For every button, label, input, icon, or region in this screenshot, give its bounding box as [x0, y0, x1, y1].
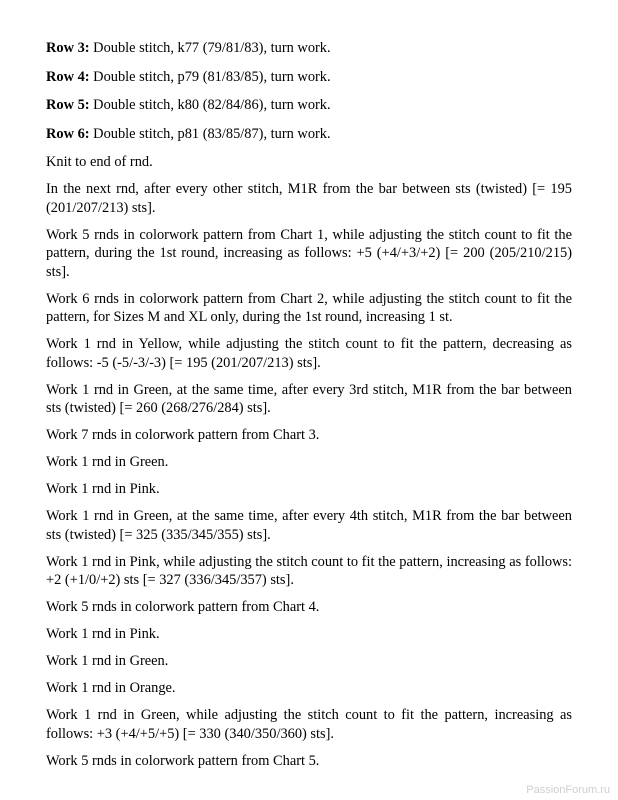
paragraph: Work 1 rnd in Green, while adjusting the stitch count to fit the pattern, increasing as follows: +3 (+4/+5/+5) [= 330 (340/350/360) sts]. — [46, 707, 572, 742]
paragraph: Work 1 rnd in Pink. — [46, 626, 160, 642]
row-text: Double stitch, k77 (79/81/83), turn work. — [89, 40, 331, 56]
watermark: PassionForum.ru — [526, 784, 610, 796]
row-label: Row 3: — [46, 40, 90, 56]
paragraph: Work 5 rnds in colorwork pattern from Chart 5. — [46, 752, 320, 769]
paragraph: Work 6 rnds in colorwork pattern from Chart 2, while adjusting the stitch count to fit the pattern, for Sizes M and XL only, during the 1st round, increasing 1 st. — [46, 290, 572, 325]
paragraph: In the next rnd, after every other stitch, M1R from the bar between sts (twisted) [= 195 (201/207/213) sts]. — [46, 181, 572, 216]
paragraph: Work 7 rnds in colorwork pattern from Chart 3. — [46, 427, 320, 443]
paragraph: Work 1 rnd in Green, at the same time, after every 4th stitch, M1R from the bar between sts (twisted) [= 325 (335/345/355) sts]. — [46, 508, 572, 543]
row-text: Double stitch, k80 (82/84/86), turn work. — [89, 97, 331, 113]
row-text: Double stitch, p79 (81/83/85), turn work. — [89, 68, 331, 85]
paragraph: Work 1 rnd in Pink. — [46, 481, 160, 497]
row-6-instruction — [46, 125, 572, 144]
paragraph: Knit to end of rnd. — [46, 154, 153, 170]
row-5-instruction — [46, 96, 572, 115]
paragraph: Work 1 rnd in Green, at the same time, after every 3rd stitch, M1R from the bar between sts (twisted) [= 260 (268/276/284) sts]. — [46, 381, 572, 416]
row-3-instruction — [46, 39, 572, 58]
pattern-instructions — [46, 39, 572, 779]
paragraph: Work 1 rnd in Yellow, while adjusting the stitch count to fit the pattern, decreasing as follows: -5 (-5/-3/-3) [= 195 (201/207/213) sts]. — [46, 336, 572, 371]
paragraph: Work 5 rnds in colorwork pattern from Chart 4. — [46, 599, 320, 615]
paragraph: Work 1 rnd in Orange. — [46, 680, 176, 696]
paragraph: Work 1 rnd in Pink, while adjusting the stitch count to fit the pattern, increasing as follows: +2 (+1/0/+2) sts [= 327 (336/345/357) sts]. — [46, 553, 572, 588]
row-label: Row 5: — [46, 97, 90, 113]
row-label: Row 6: — [46, 125, 90, 142]
paragraph: Work 5 rnds in colorwork pattern from Chart 1, while adjusting the stitch count to fit the pattern, during the 1st round, increasing as follows: +5 (+4/+3/+2) [= 200 (205/210/215) sts]. — [46, 226, 572, 280]
paragraph: Work 1 rnd in Green. — [46, 653, 169, 669]
paragraph: Work 1 rnd in Green. — [46, 454, 169, 470]
row-text: Double stitch, p81 (83/85/87), turn work. — [89, 125, 331, 142]
row-label: Row 4: — [46, 68, 90, 85]
row-4-instruction — [46, 68, 572, 87]
